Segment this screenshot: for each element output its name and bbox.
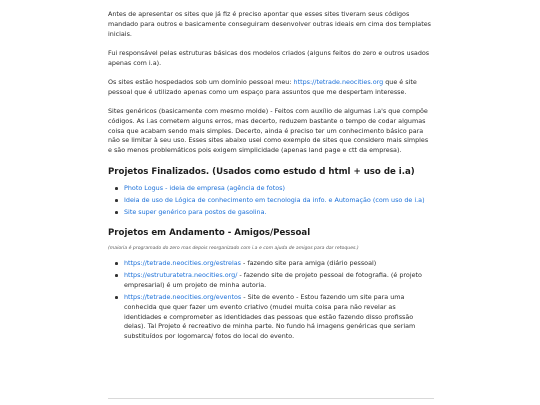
eventos-description: - Site de evento - Estou fazendo um site para uma conhecida que quer fazer um evento criativo (mudei muita coisa para não revelar as identidades e comprometer as identidades das pessoas que estão fazendo disso profissão delas). Tal Projeto é recreativo de minha parte. No fundo há imagens genéricas que seriam substituídos por logomarca/ fotos do local do evento. bbox=[124, 292, 416, 341]
domain-text-before: Os sites estão hospedados sob um domínio pessoal meu: bbox=[108, 77, 294, 86]
eventos-link[interactable]: https://tetrade.neocities.org/eventos bbox=[124, 292, 242, 301]
ongoing-projects-list bbox=[108, 259, 434, 342]
domain-text-after: que é site pessoal que é utilizado apenas como um espaço para assuntos que me despertam interesse. bbox=[108, 77, 417, 96]
finished-projects-heading: Projetos Finalizados. (Usados como estudo d html + uso de i.a) bbox=[108, 166, 415, 177]
estruturatetra-description: - fazendo site de projeto pessoal de fotografia. (é projeto empresarial) é um projeto de minha autoria. bbox=[124, 270, 422, 289]
gas-station-site-link[interactable]: Site super genérico para postos de gasolina. bbox=[124, 207, 267, 216]
intro-paragraph-2: Fui responsável pelas estruturas básicas dos modelos criados (alguns feitos do zero e outros usados apenas com i.a). bbox=[108, 48, 430, 67]
list-item bbox=[124, 259, 434, 269]
logic-automation-link[interactable]: Ideia de uso de Lógica de conhecimento em tecnologia da info. e Automação (com uso de i.a) bbox=[124, 195, 425, 204]
estrelas-description: - fazendo site para amiga (diário pessoal) bbox=[241, 258, 377, 267]
personal-domain-link[interactable]: https://tetrade.neocities.org bbox=[293, 77, 384, 86]
intro-paragraph-1: Antes de apresentar os sites que já fiz é preciso apontar que esses sites tiveram seus códigos mandado para outros e basicamente conseguiram desenvolver outras ideais em cima dos templates iniciais. bbox=[108, 10, 431, 38]
intro-paragraph-3 bbox=[108, 78, 434, 98]
ongoing-projects-note: (maioria é programado do zero mas depois reorganizado com i.a e com ajuda de amigos para dar retoques.) bbox=[108, 245, 359, 251]
list-item bbox=[124, 196, 434, 206]
photo-logus-link[interactable]: Photo Logus - ideia de empresa (agência de fotos) bbox=[124, 183, 285, 192]
estruturatetra-link[interactable]: https://estruturatetra.neocities.org/ bbox=[124, 270, 238, 279]
article-content bbox=[108, 10, 434, 351]
ongoing-projects-heading: Projetos em Andamento - Amigos/Pessoal bbox=[108, 227, 311, 238]
finished-projects-list bbox=[108, 184, 434, 218]
intro-paragraph-4: Sites genéricos (basicamente com mesmo molde) - Feitos com auxílio de algumas i.a's que compõe códigos. As i.as cometem alguns erros, mas decerto, reduzem bastante o tempo de codar algumas coisa que acabam sendo mais simples. Decerto, ainda é preciso ter um conhecimento básico para não se limitar à seu uso. Esses sites abaixo usei como exemplo de sites que considero mais simples e são menos problemáticos pois exigem simplicidade (apenas land page e ctt da empresa). bbox=[108, 107, 429, 155]
estrelas-link[interactable]: https://tetrade.neocities.org/estrelas bbox=[124, 258, 242, 267]
bottom-divider bbox=[108, 398, 434, 399]
list-item bbox=[124, 293, 434, 342]
list-item bbox=[124, 184, 434, 194]
list-item bbox=[124, 208, 434, 218]
list-item bbox=[124, 271, 434, 291]
